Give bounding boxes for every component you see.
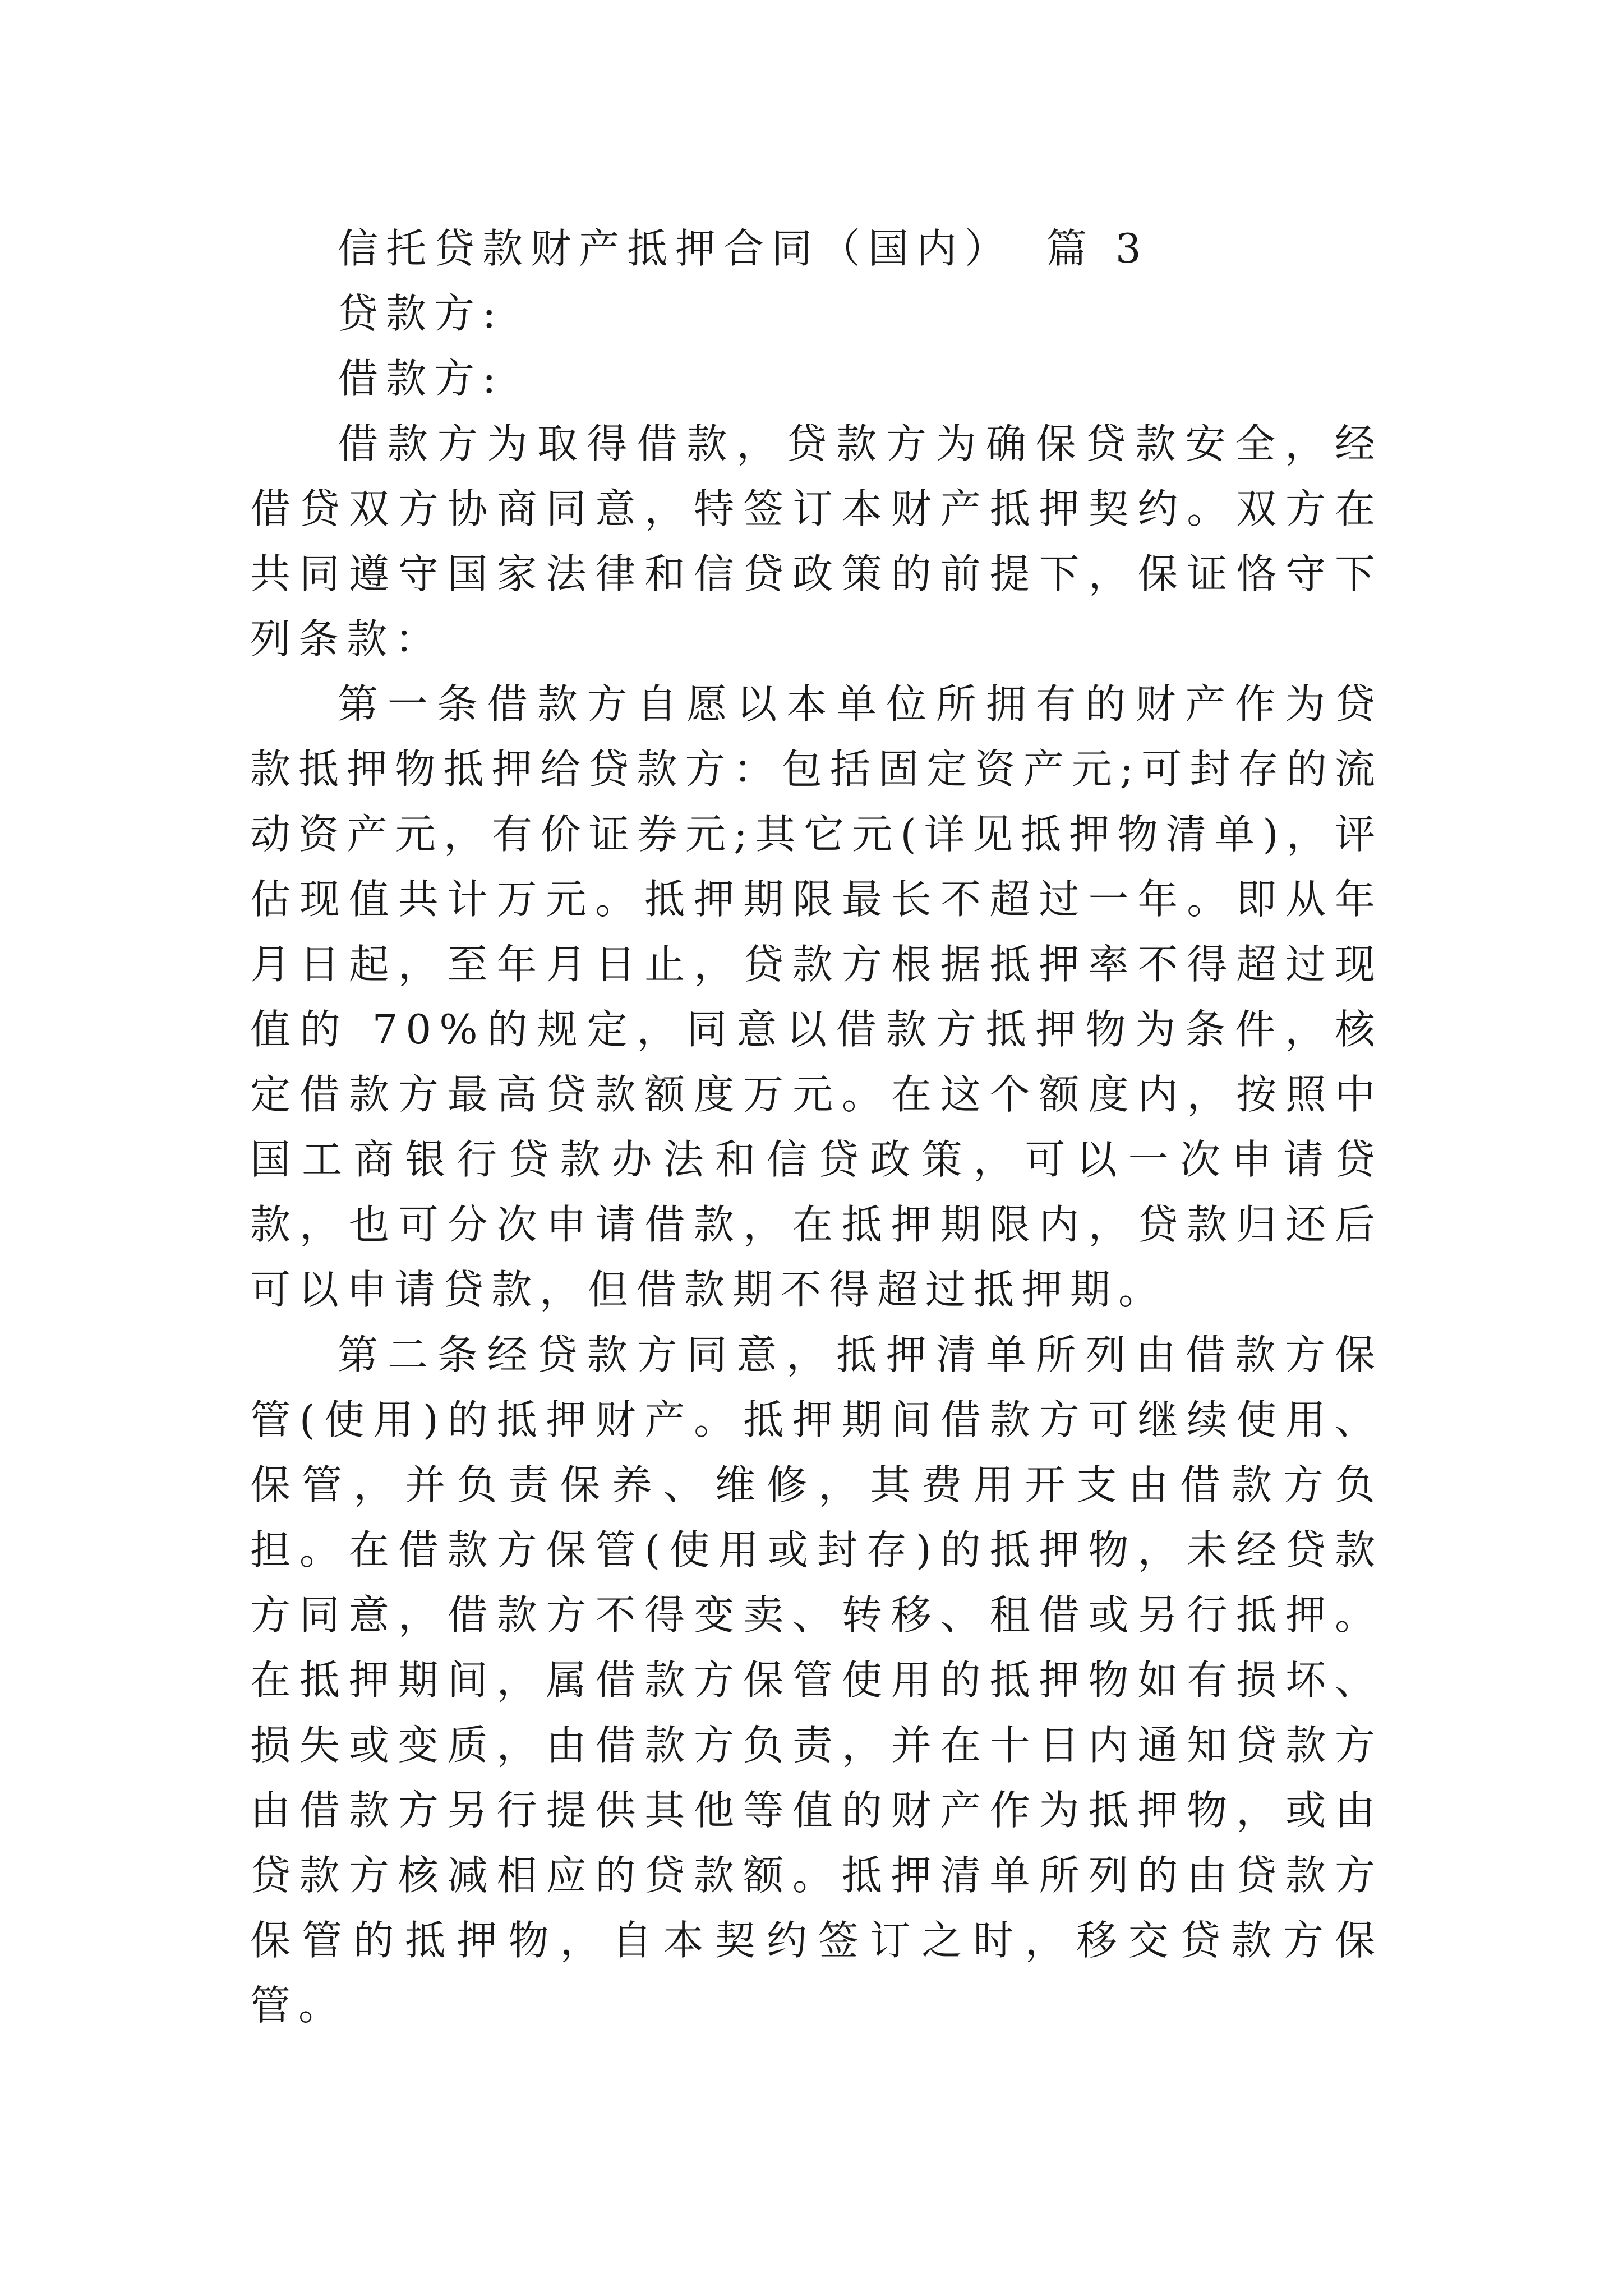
lender-label: 贷款方: [338,290,504,337]
paragraph-article-2: 第二条经贷款方同意，抵押清单所列由借款方保管(使用)的抵押财产。抵押期间借款方可继续使用、保管，并负责保养、维修，其费用开支由借款方负担。在借款方保管(使用或封存)的抵押物，未经贷款方同意，借款方不得变卖、转移、租借或另行抵押。在抵押期间，属借款方保管使用的抵押物如有损坏、损失或变质，由借款方负责，并在十日内通知贷款方由借款方另行提供其他等值的财产作为抵押物，或由贷款方核减相应的贷款额。抵押清单所列的由贷款方保管的抵押物，自本契约签订之时，移交贷款方保管。 [250,1331,1383,2029]
document-title-line [250,216,1383,281]
borrower-label: 借款方: [338,355,504,402]
document-title-suffix: 篇 3 [1046,225,1149,272]
paragraph-article-1: 第一条借款方自愿以本单位所拥有的财产作为贷款抵押物抵押给贷款方：包括固定资产元;可封存的流动资产元，有价证券元;其它元(详见抵押物清单)，评估现值共计万元。抵押期限最长不超过一年。即从年月日起，至年月日止，贷款方根据抵押率不得超过现值的 70%的规定，同意以借款方抵押物为条件，核定借款方最高贷款额度万元。在这个额度内，按照中国工商银行贷款办法和信贷政策，可以一次申请贷款，也可分次申请借款，在抵押期限内，贷款归还后可以申请贷款，但借款期不得超过抵押期。 [250,680,1383,1313]
paragraph-preamble: 借款方为取得借款，贷款方为确保贷款安全，经借贷双方协商同意，特签订本财产抵押契约。双方在共同遵守国家法律和信贷政策的前提下，保证恪守下列条款： [250,420,1383,662]
document-body [250,216,1383,2038]
document-title: 信托贷款财产抵押合同（国内） [338,225,1013,272]
